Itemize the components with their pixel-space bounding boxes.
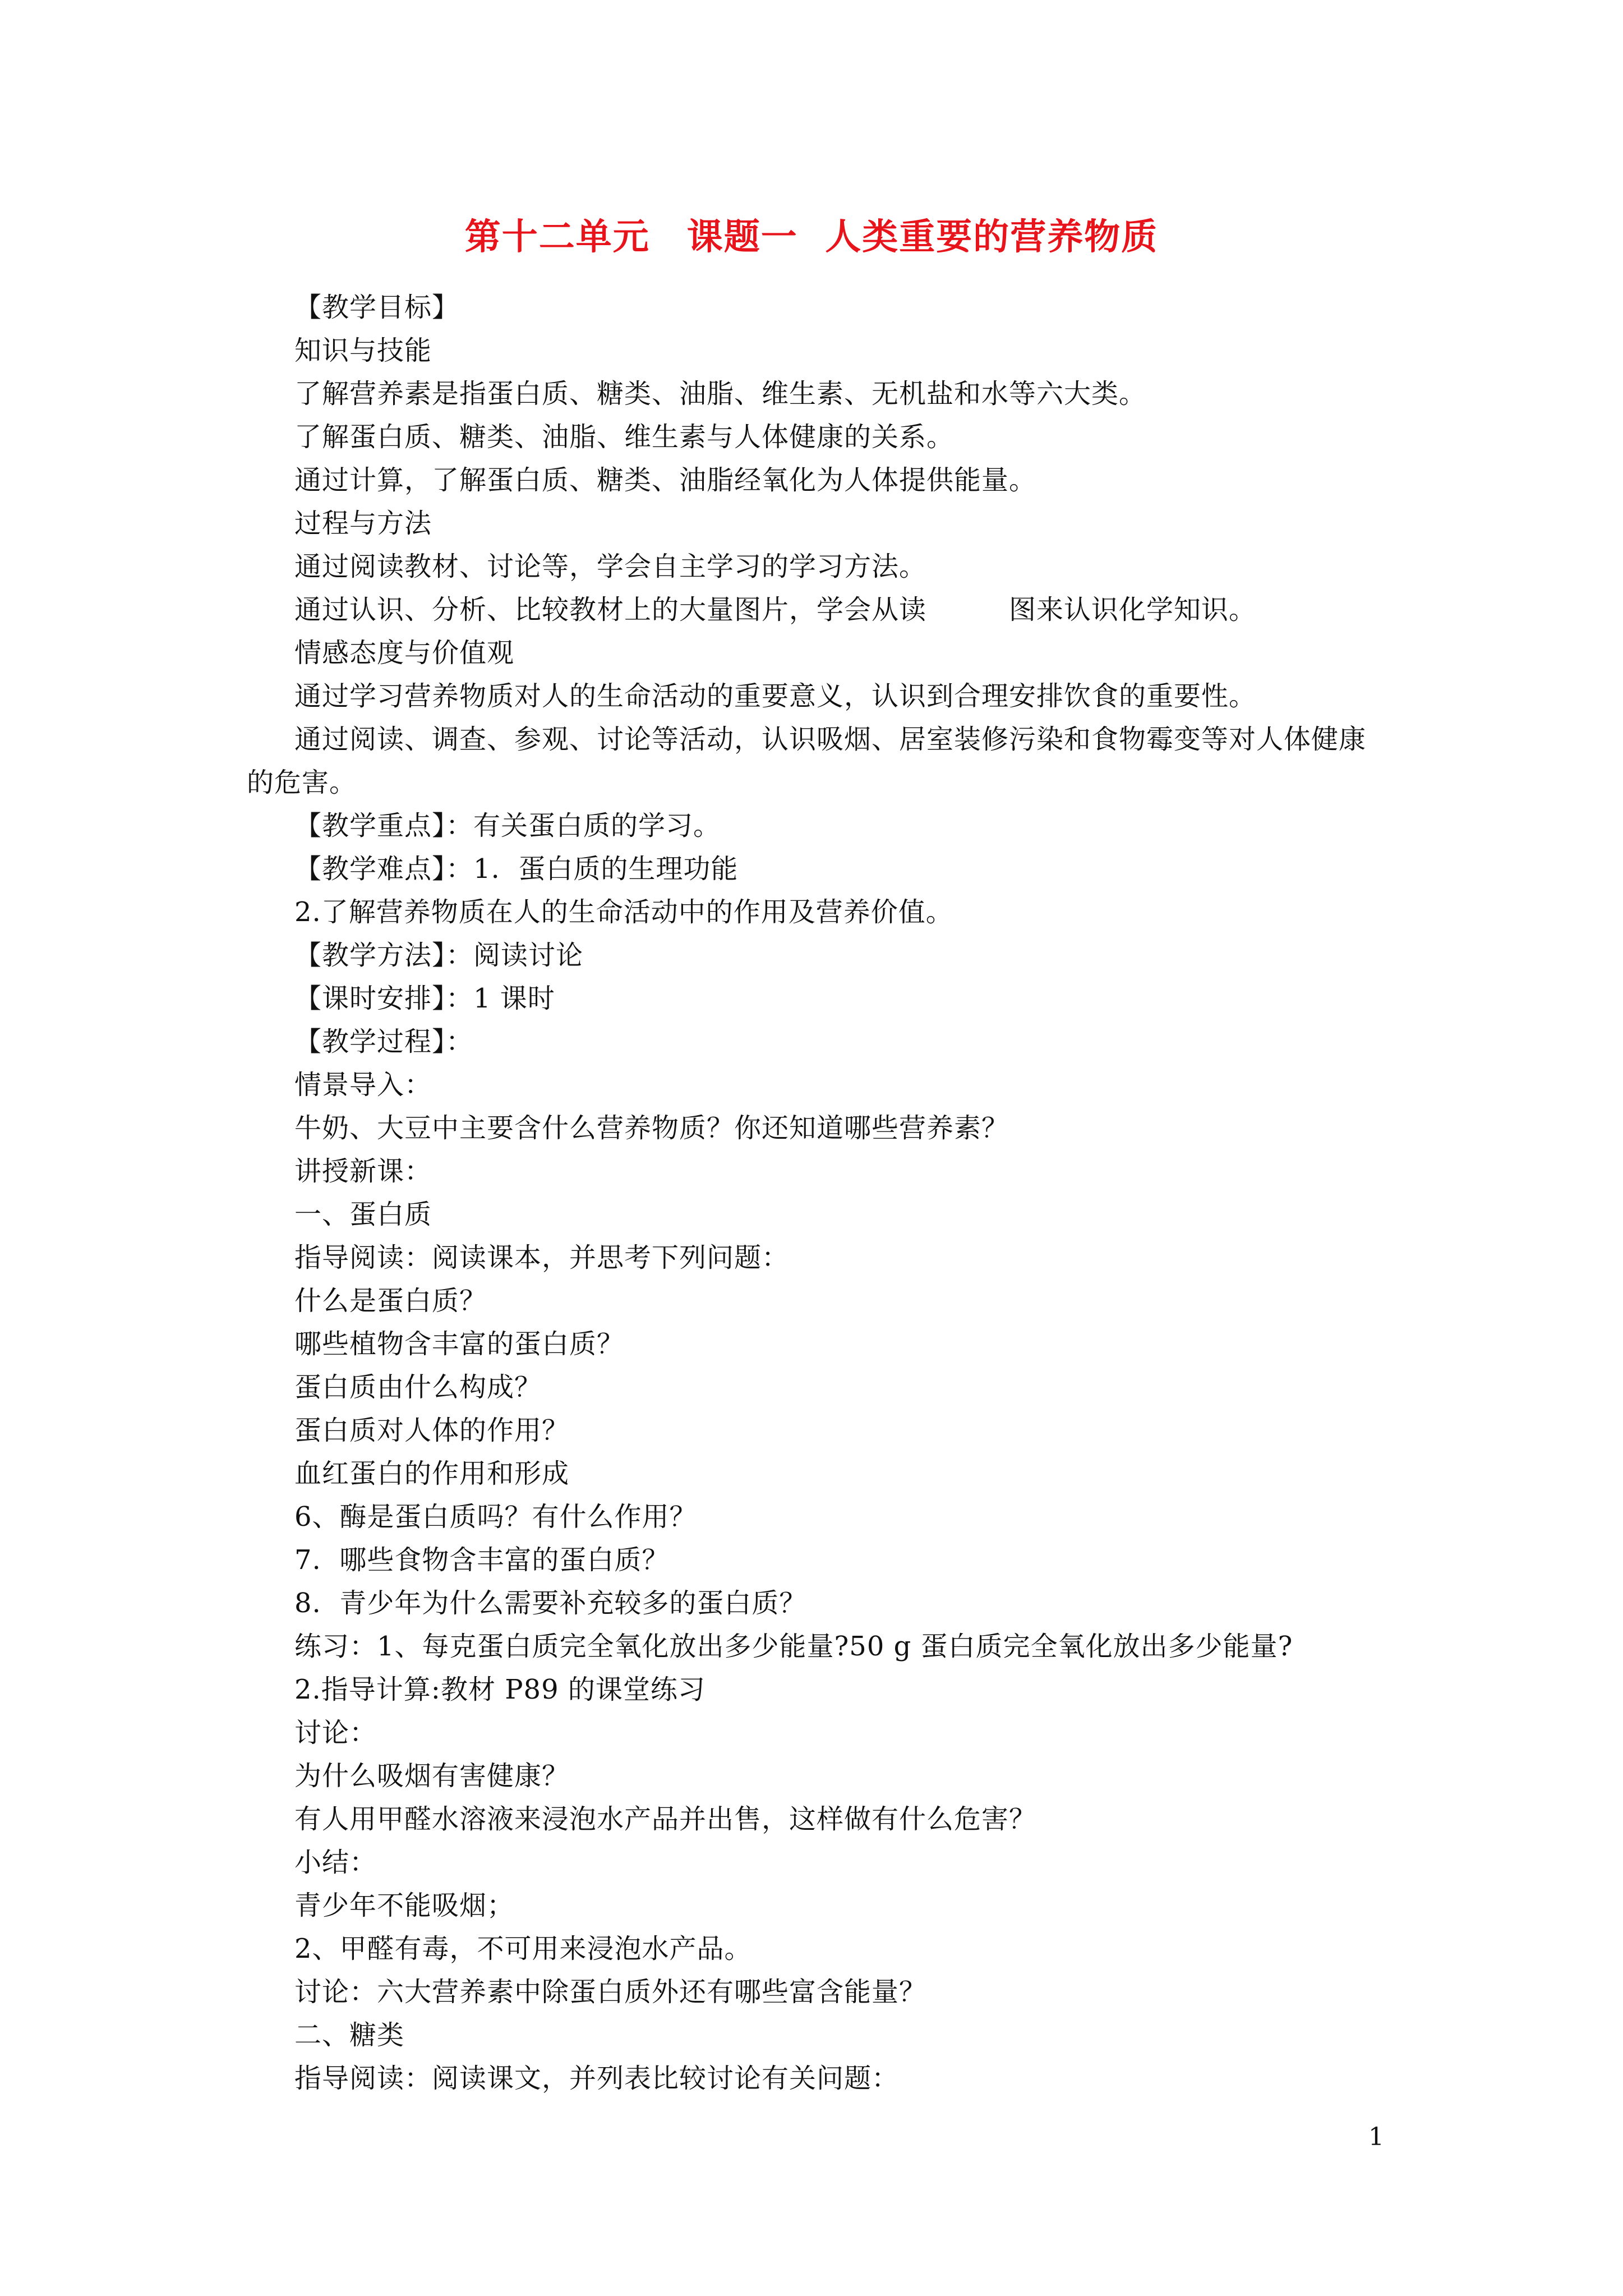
text-line: 二、糖类 <box>294 2019 405 2051</box>
page-number: 1 <box>1368 2123 1384 2151</box>
text-line: 练习：1、每克蛋白质完全氧化放出多少能量?50 g 蛋白质完全氧化放出多少能量? <box>294 1631 1293 1662</box>
text-line: 牛奶、大豆中主要含什么营养物质？你还知道哪些营养素？ <box>294 1112 1009 1144</box>
text-line: 小结： <box>294 1847 377 1878</box>
text-line: 讨论： <box>294 1717 377 1749</box>
text-line: 【教学方法】：阅读讨论 <box>294 940 584 971</box>
text-line: 血红蛋白的作用和形成 <box>294 1458 570 1489</box>
text-line: 【教学难点】：1. 蛋白质的生理功能 <box>294 853 739 885</box>
text-line: 讲授新课： <box>294 1156 432 1187</box>
text-line: 指导阅读：阅读课本，并思考下列问题： <box>294 1242 790 1273</box>
document-body <box>247 286 1391 2100</box>
text-line: 为什么吸烟有害健康？ <box>294 1760 570 1792</box>
text-line: 知识与技能 <box>294 335 432 366</box>
text-paragraph: 通过阅读、调查、参观、讨论等活动，认识吸烟、居室装修污染和食物霉变等对人体健康的危害。 <box>247 724 1367 798</box>
text-line: 通过认识、分析、比较教材上的大量图片，学会从读 图来认识化学知识。 <box>294 594 1257 625</box>
page-title: 第十二单元 课题一 人类重要的营养物质 <box>464 216 1159 258</box>
text-line: 情感态度与价值观 <box>294 637 515 669</box>
text-line: 8. 青少年为什么需要补充较多的蛋白质？ <box>294 1588 807 1619</box>
text-line: 讨论：六大营养素中除蛋白质外还有哪些富含能量？ <box>294 1976 927 2008</box>
text-line: 一、蛋白质 <box>294 1199 432 1230</box>
text-line: 【课时安排】：1 课时 <box>294 983 555 1014</box>
text-line: 通过计算，了解蛋白质、糖类、油脂经氧化为人体提供能量。 <box>294 464 1037 496</box>
text-line: 【教学重点】：有关蛋白质的学习。 <box>294 810 721 841</box>
text-line: 2.指导计算:教材 P89 的课堂练习 <box>294 1674 706 1705</box>
text-line: 7. 哪些食物含丰富的蛋白质？ <box>294 1544 670 1576</box>
text-line: 2、甲醛有毒，不可用来浸泡水产品。 <box>294 1933 752 1964</box>
text-line: 哪些植物含丰富的蛋白质？ <box>294 1328 625 1360</box>
text-line: 情景导入： <box>294 1069 432 1101</box>
text-line: 6、酶是蛋白质吗？有什么作用？ <box>294 1501 697 1533</box>
text-line: 蛋白质对人体的作用？ <box>294 1415 570 1446</box>
text-line: 有人用甲醛水溶液来浸泡水产品并出售，这样做有什么危害？ <box>294 1803 1037 1835</box>
text-line: 2.了解营养物质在人的生命活动中的作用及营养价值。 <box>294 896 953 928</box>
text-line: 【教学过程】： <box>294 1026 474 1057</box>
text-line: 指导阅读：阅读课文，并列表比较讨论有关问题： <box>294 2063 900 2094</box>
text-line: 什么是蛋白质？ <box>294 1285 487 1317</box>
text-line: 【教学目标】 <box>294 292 460 323</box>
text-line: 蛋白质由什么构成？ <box>294 1372 542 1403</box>
text-line: 通过学习营养物质对人的生命活动的重要意义，认识到合理安排饮食的重要性。 <box>294 680 1257 712</box>
text-line: 青少年不能吸烟； <box>294 1890 515 1921</box>
text-line: 通过阅读教材、讨论等，学会自主学习的学习方法。 <box>294 551 927 582</box>
text-line: 过程与方法 <box>294 508 432 539</box>
text-line: 了解蛋白质、糖类、油脂、维生素与人体健康的关系。 <box>294 421 955 453</box>
text-line: 了解营养素是指蛋白质、糖类、油脂、维生素、无机盐和水等六大类。 <box>294 378 1147 409</box>
